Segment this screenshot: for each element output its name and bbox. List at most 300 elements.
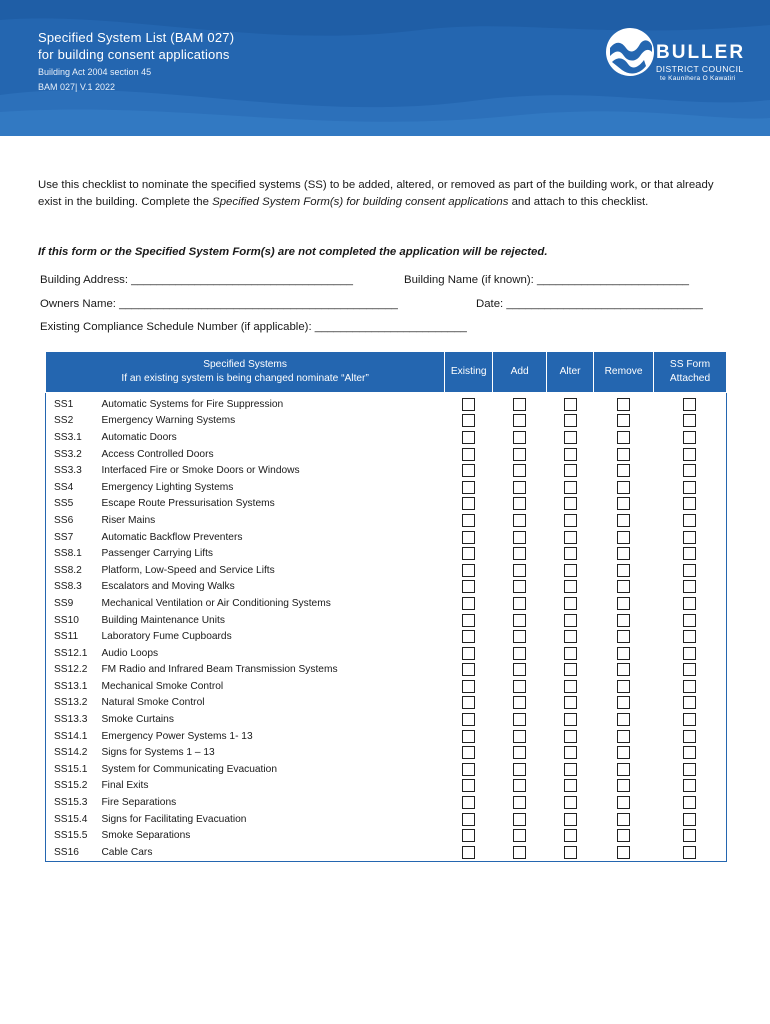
add-cell (493, 413, 547, 430)
remove-checkbox[interactable] (617, 829, 630, 842)
ss-form-checkbox[interactable] (683, 713, 696, 726)
alter-checkbox[interactable] (564, 531, 577, 544)
add-cell (493, 761, 547, 778)
alter-checkbox[interactable] (564, 813, 577, 826)
header-systems-note: If an existing system is being changed nominate “Alter” (121, 373, 369, 384)
alter-cell (547, 446, 594, 463)
existing-cell (445, 612, 493, 629)
table-row (46, 728, 727, 745)
alter-cell (547, 429, 594, 446)
ss-form-checkbox[interactable] (683, 531, 696, 544)
system-code: SS14.2 (46, 744, 102, 761)
table-row (46, 579, 727, 596)
existing-cell (445, 462, 493, 479)
intro-form-name: Specified System Form(s) for building consent applications (212, 196, 509, 208)
add-checkbox[interactable] (513, 730, 526, 743)
alter-checkbox[interactable] (564, 464, 577, 477)
remove-checkbox[interactable] (617, 763, 630, 776)
system-name: System for Communicating Evacuation (101, 763, 277, 775)
add-checkbox[interactable] (513, 647, 526, 660)
remove-cell (594, 628, 654, 645)
add-checkbox[interactable] (513, 746, 526, 759)
alter-checkbox[interactable] (564, 614, 577, 627)
system-name: Audio Loops (101, 647, 159, 659)
ss-form-cell (654, 595, 727, 612)
alter-checkbox[interactable] (564, 829, 577, 842)
ss-form-checkbox[interactable] (683, 414, 696, 427)
system-code: SS15.3 (46, 794, 102, 811)
system-code: SS3.2 (46, 446, 102, 463)
add-checkbox[interactable] (513, 779, 526, 792)
alter-checkbox[interactable] (564, 547, 577, 560)
existing-cell (445, 744, 493, 761)
alter-cell (547, 728, 594, 745)
existing-checkbox[interactable] (462, 846, 475, 859)
add-checkbox[interactable] (513, 614, 526, 627)
alter-checkbox[interactable] (564, 680, 577, 693)
ss-form-cell (654, 678, 727, 695)
system-name: Cable Cars (101, 844, 444, 861)
system-name: Fire Separations (101, 797, 177, 809)
remove-cell (594, 711, 654, 728)
table-row (46, 413, 727, 430)
header-ss-form-line1: SS Form (669, 359, 711, 370)
system-code: SS9 (46, 595, 102, 612)
system-name: Emergency Power Systems 1- 13 (101, 730, 253, 742)
add-cell (493, 529, 547, 546)
system-name: Riser Mains (101, 514, 156, 526)
existing-checkbox[interactable] (462, 448, 475, 461)
remove-checkbox[interactable] (617, 713, 630, 726)
alter-checkbox[interactable] (564, 414, 577, 427)
table-row (46, 595, 727, 612)
add-checkbox[interactable] (513, 763, 526, 776)
add-checkbox[interactable] (513, 448, 526, 461)
system-name: Mechanical Smoke Control (101, 680, 224, 692)
add-checkbox[interactable] (513, 846, 526, 859)
system-code: SS8.2 (46, 562, 102, 579)
existing-checkbox[interactable] (462, 796, 475, 809)
add-checkbox[interactable] (513, 464, 526, 477)
remove-checkbox[interactable] (617, 398, 630, 411)
add-checkbox[interactable] (513, 796, 526, 809)
ss-form-checkbox[interactable] (683, 730, 696, 743)
ss-form-checkbox[interactable] (683, 663, 696, 676)
add-cell (493, 662, 547, 679)
system-name: Natural Smoke Control (101, 697, 205, 709)
existing-checkbox[interactable] (462, 713, 475, 726)
ss-form-checkbox[interactable] (683, 813, 696, 826)
logo-wordmark: BULLER (656, 42, 746, 63)
system-code: SS13.1 (46, 678, 102, 695)
system-name: Passenger Carrying Lifts (101, 548, 213, 560)
add-cell (493, 811, 547, 828)
table-row (46, 695, 727, 712)
alter-checkbox[interactable] (564, 647, 577, 660)
system-code: SS15.5 (46, 827, 102, 844)
remove-cell (594, 811, 654, 828)
system-name: Smoke Curtains (101, 714, 174, 726)
alter-cell (547, 579, 594, 596)
add-checkbox[interactable] (513, 696, 526, 709)
remove-checkbox[interactable] (617, 614, 630, 627)
existing-checkbox[interactable] (462, 431, 475, 444)
ss-form-checkbox[interactable] (683, 696, 696, 709)
existing-checkbox[interactable] (462, 547, 475, 560)
alter-checkbox[interactable] (564, 630, 577, 643)
add-checkbox[interactable] (513, 829, 526, 842)
remove-cell (594, 446, 654, 463)
ss-form-checkbox[interactable] (683, 431, 696, 444)
existing-checkbox[interactable] (462, 779, 475, 792)
table-row (46, 778, 727, 795)
system-name: Building Maintenance Units (101, 614, 225, 626)
alter-checkbox[interactable] (564, 580, 577, 593)
add-cell (493, 778, 547, 795)
existing-checkbox[interactable] (462, 481, 475, 494)
alter-cell (547, 811, 594, 828)
alter-checkbox[interactable] (564, 514, 577, 527)
header-alter: Alter (547, 352, 594, 393)
ss-form-checkbox[interactable] (683, 630, 696, 643)
ss-form-cell (654, 662, 727, 679)
add-checkbox[interactable] (513, 497, 526, 510)
system-code: SS15.1 (46, 761, 102, 778)
alter-checkbox[interactable] (564, 497, 577, 510)
add-cell (493, 711, 547, 728)
rejection-warning: If this form or the Specified System Form(s) are not completed the application will be rejected. (38, 246, 548, 258)
alter-cell (547, 512, 594, 529)
remove-cell (594, 645, 654, 662)
system-code: SS6 (46, 512, 102, 529)
ss-form-checkbox[interactable] (683, 580, 696, 593)
system-code: SS15.2 (46, 778, 102, 795)
system-name: Interfaced Fire or Smoke Doors or Windows (101, 465, 300, 477)
header-banner (0, 0, 770, 136)
add-checkbox[interactable] (513, 713, 526, 726)
add-checkbox[interactable] (513, 431, 526, 444)
existing-cell (445, 562, 493, 579)
alter-checkbox[interactable] (564, 448, 577, 461)
alter-cell (547, 794, 594, 811)
existing-checkbox[interactable] (462, 614, 475, 627)
add-checkbox[interactable] (513, 580, 526, 593)
remove-cell (594, 462, 654, 479)
alter-checkbox[interactable] (564, 398, 577, 411)
ss-form-cell (654, 446, 727, 463)
remove-checkbox[interactable] (617, 414, 630, 427)
intro-text (38, 177, 738, 211)
alter-cell (547, 529, 594, 546)
ss-form-checkbox[interactable] (683, 398, 696, 411)
alter-cell (547, 393, 594, 413)
remove-checkbox[interactable] (617, 663, 630, 676)
existing-cell (445, 479, 493, 496)
alter-checkbox[interactable] (564, 846, 577, 859)
remove-cell (594, 512, 654, 529)
table-header-row (46, 352, 727, 393)
ss-form-checkbox[interactable] (683, 647, 696, 660)
add-cell (493, 744, 547, 761)
existing-checkbox[interactable] (462, 531, 475, 544)
remove-checkbox[interactable] (617, 813, 630, 826)
ss-form-cell (654, 695, 727, 712)
ss-form-cell (654, 744, 727, 761)
existing-cell (445, 393, 493, 413)
table-row (46, 512, 727, 529)
table-row (46, 761, 727, 778)
add-cell (493, 612, 547, 629)
specified-systems-table (45, 351, 727, 862)
system-code: SS2 (46, 413, 102, 430)
ss-form-checkbox[interactable] (683, 796, 696, 809)
remove-cell (594, 429, 654, 446)
remove-checkbox[interactable] (617, 597, 630, 610)
add-checkbox[interactable] (513, 564, 526, 577)
ss-form-cell (654, 711, 727, 728)
remove-cell (594, 678, 654, 695)
header-ss-form-attached (654, 352, 727, 393)
alter-checkbox[interactable] (564, 696, 577, 709)
remove-checkbox[interactable] (617, 779, 630, 792)
system-code: SS3.1 (46, 429, 102, 446)
remove-checkbox[interactable] (617, 547, 630, 560)
remove-cell (594, 413, 654, 430)
add-checkbox[interactable] (513, 398, 526, 411)
table-row (46, 429, 727, 446)
alter-checkbox[interactable] (564, 796, 577, 809)
ss-form-cell (654, 512, 727, 529)
remove-checkbox[interactable] (617, 431, 630, 444)
header-existing: Existing (445, 352, 493, 393)
alter-cell (547, 645, 594, 662)
existing-cell (445, 446, 493, 463)
existing-cell (445, 496, 493, 513)
table-row (46, 529, 727, 546)
existing-checkbox[interactable] (462, 497, 475, 510)
remove-checkbox[interactable] (617, 647, 630, 660)
ss-form-cell (654, 778, 727, 795)
ss-form-checkbox[interactable] (683, 597, 696, 610)
remove-checkbox[interactable] (617, 448, 630, 461)
remove-cell (594, 579, 654, 596)
remove-checkbox[interactable] (617, 514, 630, 527)
existing-checkbox[interactable] (462, 414, 475, 427)
date-field[interactable]: Date: _______________________________ (476, 298, 703, 310)
system-name: Escalators and Moving Walks (101, 581, 235, 593)
ss-form-checkbox[interactable] (683, 564, 696, 577)
existing-checkbox[interactable] (462, 647, 475, 660)
existing-checkbox[interactable] (462, 746, 475, 759)
form-title: Specified System List (BAM 027) (38, 30, 235, 45)
add-cell (493, 479, 547, 496)
alter-checkbox[interactable] (564, 564, 577, 577)
remove-checkbox[interactable] (617, 730, 630, 743)
add-cell (493, 595, 547, 612)
add-checkbox[interactable] (513, 481, 526, 494)
system-name: Access Controlled Doors (101, 448, 214, 460)
add-cell (493, 794, 547, 811)
existing-checkbox[interactable] (462, 730, 475, 743)
alter-checkbox[interactable] (564, 431, 577, 444)
existing-checkbox[interactable] (462, 663, 475, 676)
ss-form-checkbox[interactable] (683, 481, 696, 494)
system-name: FM Radio and Infrared Beam Transmission Systems (101, 664, 338, 676)
ss-form-checkbox[interactable] (683, 680, 696, 693)
remove-cell (594, 612, 654, 629)
ss-form-checkbox[interactable] (683, 846, 696, 859)
existing-checkbox[interactable] (462, 763, 475, 776)
existing-checkbox[interactable] (462, 696, 475, 709)
alter-checkbox[interactable] (564, 779, 577, 792)
add-checkbox[interactable] (513, 514, 526, 527)
add-checkbox[interactable] (513, 630, 526, 643)
intro-part-b: and attach to this checklist. (508, 196, 649, 208)
ss-form-cell (654, 579, 727, 596)
ss-form-checkbox[interactable] (683, 497, 696, 510)
add-checkbox[interactable] (513, 680, 526, 693)
add-checkbox[interactable] (513, 597, 526, 610)
building-address-field[interactable]: Building Address: ___________________________________ (40, 274, 353, 286)
existing-checkbox[interactable] (462, 630, 475, 643)
existing-cell (445, 811, 493, 828)
remove-cell (594, 393, 654, 413)
remove-checkbox[interactable] (617, 680, 630, 693)
add-checkbox[interactable] (513, 531, 526, 544)
alter-checkbox[interactable] (564, 713, 577, 726)
alter-checkbox[interactable] (564, 763, 577, 776)
existing-cell (445, 844, 493, 861)
alter-checkbox[interactable] (564, 746, 577, 759)
existing-cell (445, 662, 493, 679)
system-code: SS1 (46, 393, 102, 413)
add-cell (493, 827, 547, 844)
alter-checkbox[interactable] (564, 663, 577, 676)
system-name: Emergency Warning Systems (101, 415, 236, 427)
remove-cell (594, 827, 654, 844)
table-row (46, 827, 727, 844)
remove-checkbox[interactable] (617, 696, 630, 709)
ss-form-checkbox[interactable] (683, 514, 696, 527)
table-row (46, 628, 727, 645)
remove-checkbox[interactable] (617, 464, 630, 477)
system-name: Platform, Low-Speed and Service Lifts (101, 564, 275, 576)
alter-cell (547, 778, 594, 795)
system-code: SS8.1 (46, 545, 102, 562)
alter-cell (547, 462, 594, 479)
add-checkbox[interactable] (513, 813, 526, 826)
building-name-field[interactable]: Building Name (if known): ________________________ (404, 274, 689, 286)
existing-checkbox[interactable] (462, 813, 475, 826)
header-specified-systems (46, 352, 445, 393)
alter-cell (547, 479, 594, 496)
table-row (46, 678, 727, 695)
existing-checkbox[interactable] (462, 829, 475, 842)
remove-cell (594, 595, 654, 612)
existing-checkbox[interactable] (462, 580, 475, 593)
remove-checkbox[interactable] (617, 846, 630, 859)
add-cell (493, 695, 547, 712)
add-checkbox[interactable] (513, 547, 526, 560)
ss-form-cell (654, 562, 727, 579)
remove-cell (594, 728, 654, 745)
ss-form-checkbox[interactable] (683, 829, 696, 842)
system-code: SS13.2 (46, 695, 102, 712)
alter-cell (547, 711, 594, 728)
alter-checkbox[interactable] (564, 597, 577, 610)
existing-cell (445, 579, 493, 596)
ss-form-cell (654, 413, 727, 430)
system-code: SS13.3 (46, 711, 102, 728)
ss-form-checkbox[interactable] (683, 547, 696, 560)
act-reference: Building Act 2004 section 45 (38, 67, 152, 77)
system-code: SS12.2 (46, 662, 102, 679)
remove-checkbox[interactable] (617, 796, 630, 809)
alter-checkbox[interactable] (564, 730, 577, 743)
ss-form-checkbox[interactable] (683, 779, 696, 792)
ss-form-checkbox[interactable] (683, 464, 696, 477)
remove-checkbox[interactable] (617, 531, 630, 544)
system-name: Smoke Separations (101, 830, 191, 842)
remove-checkbox[interactable] (617, 746, 630, 759)
system-code: SS11 (46, 628, 102, 645)
existing-cell (445, 413, 493, 430)
existing-checkbox[interactable] (462, 514, 475, 527)
ss-form-checkbox[interactable] (683, 746, 696, 759)
existing-cell (445, 628, 493, 645)
ss-form-cell (654, 496, 727, 513)
existing-checkbox[interactable] (462, 597, 475, 610)
ss-form-checkbox[interactable] (683, 763, 696, 776)
alter-checkbox[interactable] (564, 481, 577, 494)
existing-cell (445, 728, 493, 745)
table-row (46, 844, 727, 861)
existing-cell (445, 827, 493, 844)
compliance-schedule-field[interactable]: Existing Compliance Schedule Number (if applicable): ________________________ (40, 321, 467, 333)
remove-cell (594, 778, 654, 795)
alter-cell (547, 695, 594, 712)
ss-form-checkbox[interactable] (683, 614, 696, 627)
existing-checkbox[interactable] (462, 564, 475, 577)
owners-name-field[interactable]: Owners Name: ____________________________________________ (40, 298, 398, 310)
remove-checkbox[interactable] (617, 481, 630, 494)
add-checkbox[interactable] (513, 663, 526, 676)
system-code: SS4 (46, 479, 102, 496)
remove-checkbox[interactable] (617, 497, 630, 510)
remove-cell (594, 662, 654, 679)
table-row (46, 545, 727, 562)
system-name: Signs for Facilitating Evacuation (101, 813, 247, 825)
council-logo (604, 22, 754, 92)
existing-checkbox[interactable] (462, 398, 475, 411)
system-name: Signs for Systems 1 – 13 (101, 747, 215, 759)
table-row (46, 711, 727, 728)
existing-checkbox[interactable] (462, 464, 475, 477)
add-cell (493, 562, 547, 579)
remove-checkbox[interactable] (617, 580, 630, 593)
alter-cell (547, 744, 594, 761)
ss-form-cell (654, 844, 727, 861)
remove-checkbox[interactable] (617, 564, 630, 577)
ss-form-checkbox[interactable] (683, 448, 696, 461)
logo-maori-name: te Kaunihera O Kawatiri (660, 75, 736, 82)
existing-checkbox[interactable] (462, 680, 475, 693)
table-row (46, 496, 727, 513)
remove-cell (594, 844, 654, 861)
remove-checkbox[interactable] (617, 630, 630, 643)
add-checkbox[interactable] (513, 414, 526, 427)
ss-form-cell (654, 545, 727, 562)
